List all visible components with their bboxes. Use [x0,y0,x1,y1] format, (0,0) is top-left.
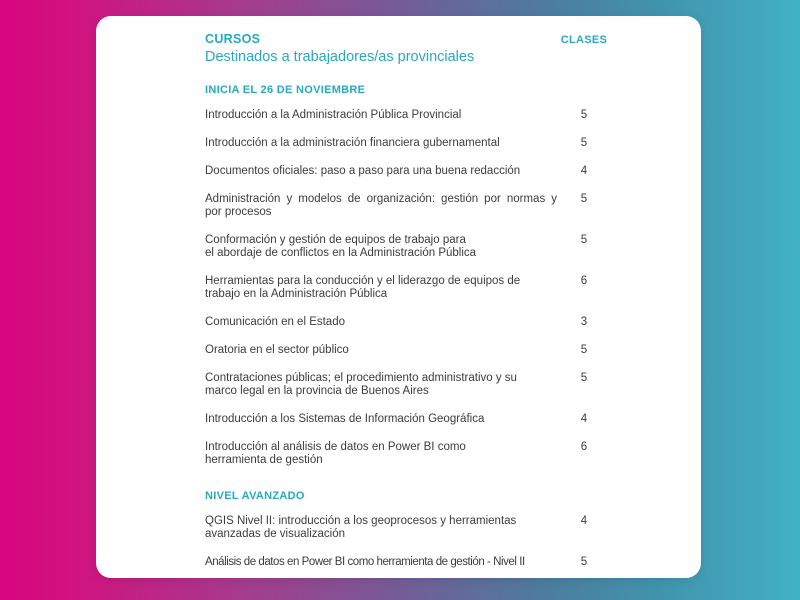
classes-column-header: CLASES [560,34,608,46]
course-title [205,316,557,329]
course-title-line: QGIS Nivel II: introducción a los geoprocesos y herramientas [205,515,517,527]
course-title [205,165,557,178]
header-row [205,32,608,65]
course-title-line: Introducción al análisis de datos en Power BI como [205,441,466,453]
course-classes-count: 4 [580,515,588,527]
course-title-line: avanzadas de visualización [205,528,346,540]
course-classes-count: 5 [580,372,588,384]
course-row [205,515,608,541]
course-title-line: herramienta de gestión [205,454,323,466]
course-title-line: Comunicación en el Estado [205,316,345,328]
course-list [205,84,608,569]
page-subtitle: Destinados a trabajadores/as provinciales [205,49,475,65]
course-title [205,441,557,467]
course-title-line: Administración y modelos de organización: gestión por normas y [205,193,557,205]
course-row [205,372,608,398]
course-row [205,137,608,150]
section-heading: INICIA EL 26 DE NOVIEMBRE [205,84,366,96]
course-title-line: Documentos oficiales: paso a paso para una buena redacción [205,165,521,177]
page-title: CURSOS [205,32,261,46]
course-classes-count: 5 [580,234,588,246]
course-title-line: el abordaje de conflictos en la Administración Pública [205,247,477,259]
course-row [205,193,608,219]
course-title [205,372,557,398]
course-row [205,109,608,122]
course-title-line: por procesos [205,206,272,218]
course-classes-count: 6 [580,275,588,287]
course-classes-count: 5 [580,344,588,356]
course-title-line: Conformación y gestión de equipos de trabajo para [205,234,466,246]
course-title-line: marco legal en la provincia de Buenos Aires [205,385,429,397]
course-title [205,344,557,357]
course-classes-count: 6 [580,441,588,453]
section-heading: NIVEL AVANZADO [205,490,305,502]
course-classes-count: 3 [580,316,588,328]
section-rows [205,109,608,467]
course-classes-count: 5 [580,193,588,205]
course-title [205,275,557,301]
course-title-line: Contrataciones públicas; el procedimiento administrativo y su [205,372,517,384]
course-classes-count: 5 [580,556,588,568]
course-row [205,344,608,357]
section-rows [205,515,608,569]
course-classes-count: 5 [580,137,588,149]
course-title [205,556,557,569]
course-classes-count: 5 [580,109,588,121]
course-row [205,556,608,569]
course-title-line: Análisis de datos en Power BI como herramienta de gestión - Nivel II [205,556,525,568]
course-title-line: Introducción a los Sistemas de Información Geográfica [205,413,485,425]
course-title [205,234,557,260]
course-row [205,316,608,329]
course-row [205,165,608,178]
course-title-line: Introducción a la Administración Pública Provincial [205,109,462,121]
course-classes-count: 4 [580,413,588,425]
course-row [205,234,608,260]
course-title [205,515,557,541]
course-row [205,413,608,426]
course-title-line: Introducción a la administración financiera gubernamental [205,137,500,149]
course-row [205,441,608,467]
course-title [205,109,557,122]
course-title-line: Oratoria en el sector público [205,344,349,356]
title-block [205,32,560,65]
course-card [96,16,701,578]
course-title [205,137,557,150]
course-section [205,490,608,569]
course-section [205,84,608,467]
course-title-line: Herramientas para la conducción y el liderazgo de equipos de [205,275,521,287]
card-content [205,32,608,584]
course-title [205,413,557,426]
course-classes-count: 4 [580,165,588,177]
course-row [205,275,608,301]
course-title-line: trabajo en la Administración Pública [205,288,388,300]
course-title [205,193,557,219]
